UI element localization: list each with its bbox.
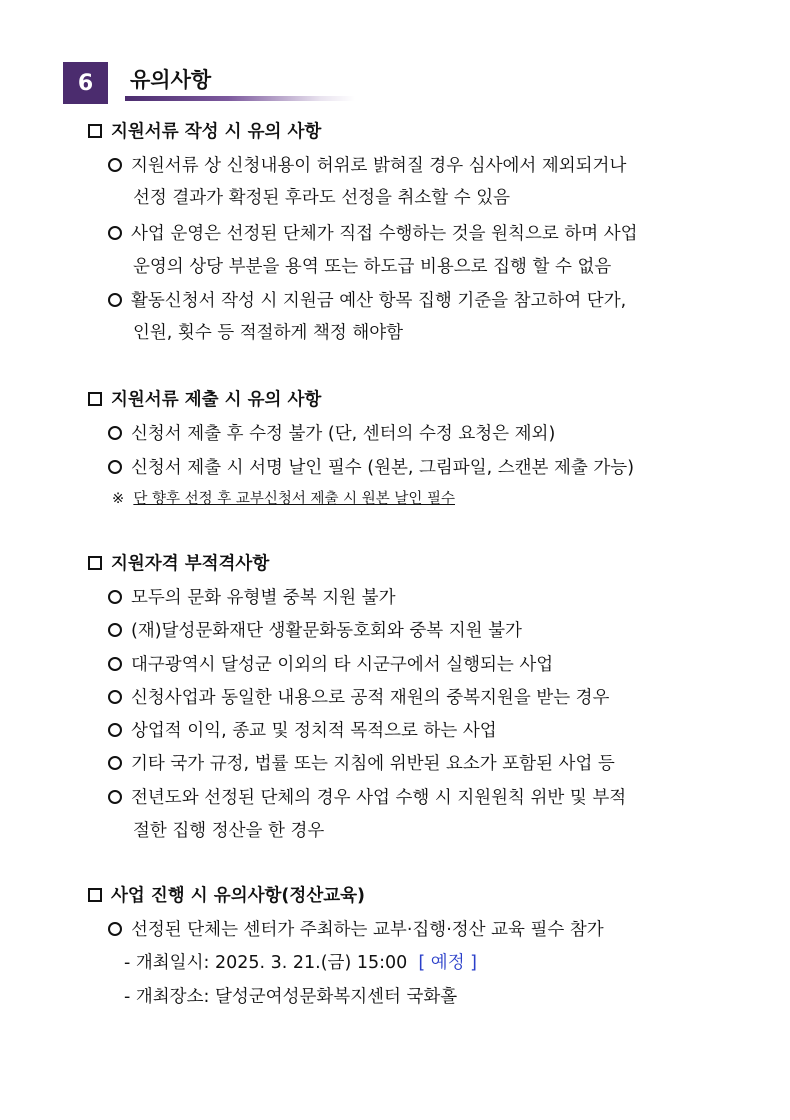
page-title: 유의사항 (130, 68, 212, 92)
list-item: 신청서 제출 후 수정 불가 (단, 센터의 수정 요청은 제외) (108, 422, 555, 446)
section-title-text: 지원자격 부적격사항 (111, 554, 270, 574)
list-item: 사업 운영은 선정된 단체가 직접 수행하는 것을 원칙으로 하며 사업 (108, 222, 638, 246)
square-bullet-icon (88, 556, 102, 570)
section-title-text: 지원서류 작성 시 유의 사항 (111, 122, 322, 142)
square-bullet-icon (88, 392, 102, 406)
square-bullet-icon (88, 124, 102, 138)
circle-bullet-icon (108, 460, 122, 474)
section-title-4 (88, 884, 365, 908)
note-mark: ※ (112, 491, 125, 507)
circle-bullet-icon (108, 657, 122, 671)
section-title-text: 지원서류 제출 시 유의 사항 (111, 390, 322, 410)
title-underline (125, 96, 355, 101)
list-item-continued: 선정 결과가 확정된 후라도 선정을 취소할 수 있음 (133, 188, 511, 208)
note-text: 단 향후 선정 후 교부신청서 제출 시 원본 날인 필수 (133, 491, 455, 507)
circle-bullet-icon (108, 623, 122, 637)
circle-bullet-icon (108, 756, 122, 770)
section-title-1 (88, 120, 321, 144)
list-item: 상업적 이익, 종교 및 정치적 목적으로 하는 사업 (108, 719, 497, 743)
list-item: 대구광역시 달성군 이외의 타 시군구에서 실행되는 사업 (108, 653, 553, 677)
section-title-text: 사업 진행 시 유의사항(정산교육) (111, 886, 366, 906)
circle-bullet-icon (108, 790, 122, 804)
list-item: 신청사업과 동일한 내용으로 공적 재원의 중복지원을 받는 경우 (108, 686, 609, 710)
circle-bullet-icon (108, 690, 122, 704)
list-item: 모두의 문화 유형별 중복 지원 불가 (108, 586, 395, 610)
list-item-continued: 인원, 횟수 등 적절하게 책정 해야함 (133, 323, 404, 343)
circle-bullet-icon (108, 226, 122, 240)
list-item-continued: 절한 집행 정산을 한 경우 (133, 821, 325, 841)
list-item: 선정된 단체는 센터가 주최하는 교부·집행·정산 교육 필수 참가 (108, 918, 604, 942)
list-item: 전년도와 선정된 단체의 경우 사업 수행 시 지원원칙 위반 및 부적 (108, 786, 626, 810)
square-bullet-icon (88, 888, 102, 902)
detail-location: - 개최장소: 달성군여성문화복지센터 국화홀 (124, 987, 458, 1007)
list-item: 지원서류 상 신청내용이 허위로 밝혀질 경우 심사에서 제외되거나 (108, 154, 626, 178)
list-item: 기타 국가 규정, 법률 또는 지침에 위반된 요소가 포함된 사업 등 (108, 752, 615, 776)
list-item-continued: 운영의 상당 부분을 용역 또는 하도급 비용으로 집행 할 수 없음 (133, 257, 612, 277)
circle-bullet-icon (108, 426, 122, 440)
circle-bullet-icon (108, 293, 122, 307)
section-number-badge: 6 (63, 62, 108, 104)
detail-text: - 개최일시: 2025. 3. 21.(금) 15:00 (124, 953, 408, 973)
section-title-2 (88, 388, 321, 412)
status-badge: [ 예정 ] (418, 953, 477, 973)
circle-bullet-icon (108, 723, 122, 737)
note (112, 487, 455, 511)
list-item: 활동신청서 작성 시 지원금 예산 항목 집행 기준을 참고하여 단가, (108, 289, 626, 313)
detail-schedule (124, 951, 477, 975)
section-header (63, 62, 363, 106)
section-title-3 (88, 552, 269, 576)
circle-bullet-icon (108, 158, 122, 172)
list-item: 신청서 제출 시 서명 날인 필수 (원본, 그림파일, 스캔본 제출 가능) (108, 456, 634, 480)
circle-bullet-icon (108, 922, 122, 936)
list-item: (재)달성문화재단 생활문화동호회와 중복 지원 불가 (108, 619, 522, 643)
circle-bullet-icon (108, 590, 122, 604)
